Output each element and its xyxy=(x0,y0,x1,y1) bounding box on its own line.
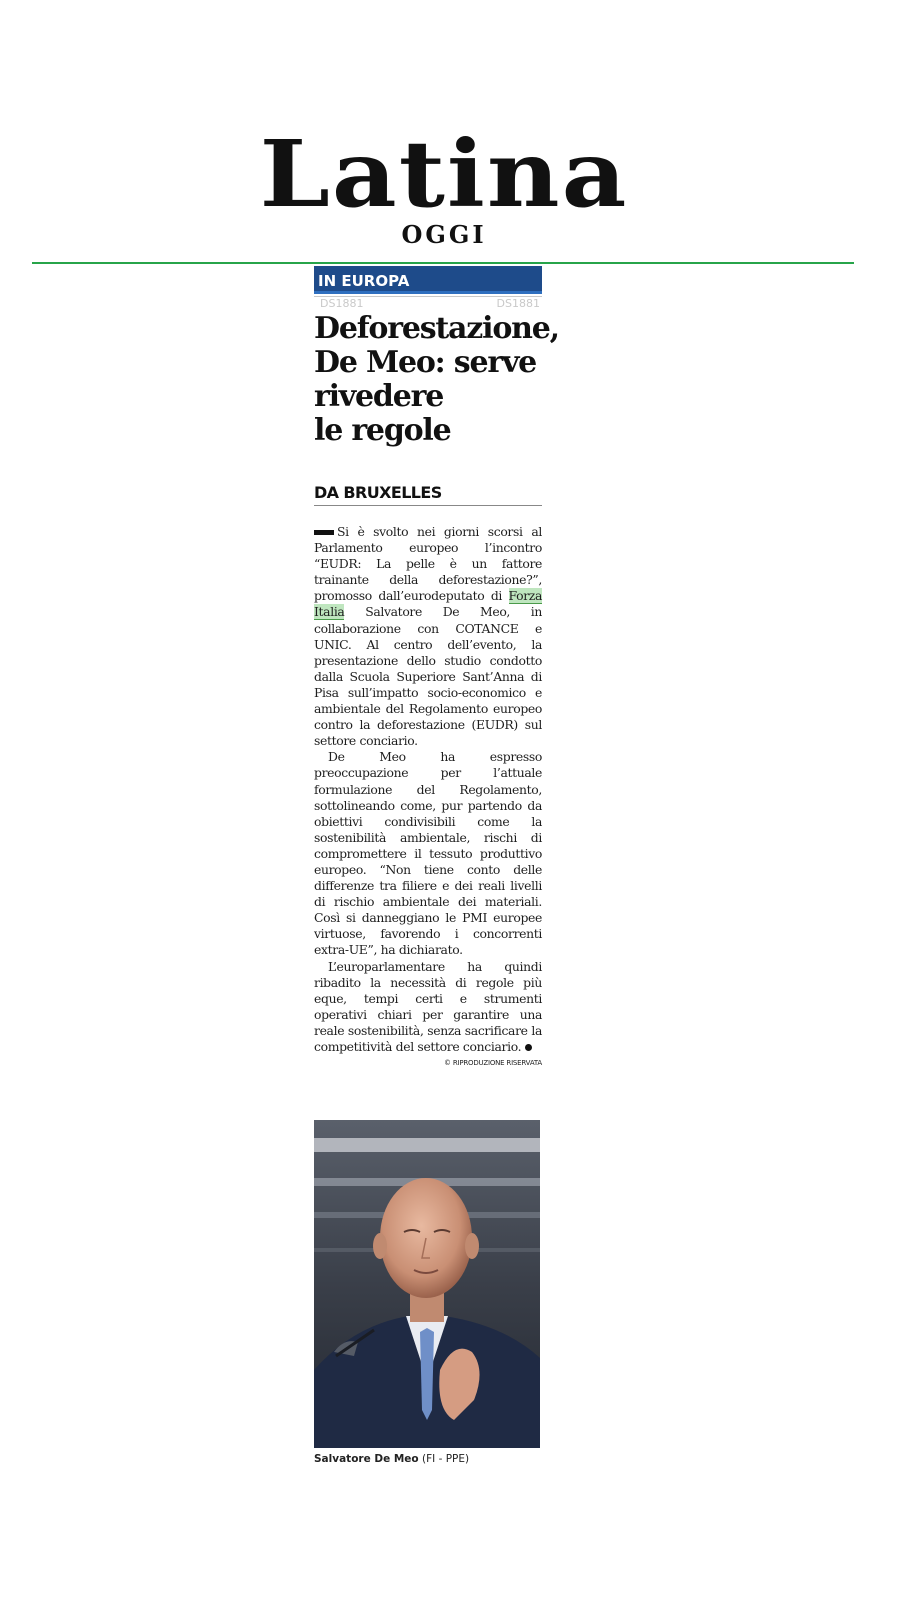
copyright-notice: © RIPRODUZIONE RISERVATA xyxy=(444,1059,542,1068)
headline-line: De Meo: serve xyxy=(314,345,537,380)
paragraph-1-text-b: Salvatore De Meo, in collaborazione con COTANCE e UNIC. Al centro dell’evento, la presentazione dello studio condotto dalla Scuola Superiore Sant’Anna di Pisa sull’impatto socio-economico e ambientale del Regolamento europeo contro la deforestazione (EUDR) sul settore conciario. xyxy=(314,604,542,749)
article-body xyxy=(314,524,542,1055)
paragraph-1 xyxy=(314,524,542,749)
code-left: DS1881 xyxy=(320,297,364,310)
highlighted-link[interactable]: Forza Italia xyxy=(314,588,542,620)
caption-name: Salvatore De Meo xyxy=(314,1453,419,1465)
portrait-photo xyxy=(314,1120,540,1448)
caption-party: (FI - PPE) xyxy=(422,1453,470,1465)
photo-caption xyxy=(314,1453,614,1465)
paragraph-1-text-a: Si è svolto nei giorni scorsi al Parlamento europeo l’incontro “EUDR: La pelle è un fattore trainante della deforestazione?”, promosso dall’eurodeputato di xyxy=(314,524,542,604)
masthead xyxy=(0,0,900,270)
end-dot-icon xyxy=(525,1044,532,1051)
paragraph-3-text: L’europarlamentare ha quindi ribadito la necessità di regole più eque, tempi certi e strumenti operativi chiari per garantire una reale sostenibilità, senza sacrificare la competitività del settore conciario. xyxy=(314,958,542,1054)
headline-line: rivedere xyxy=(314,379,444,414)
paragraph-2: De Meo ha espresso preoccupazione per l’attuale formulazione del Regolamento, sottolineando come, pur partendo da obiettivi condivisibili come la sostenibilità ambientale, rischi di compromettere il tessuto produttivo europeo. “Non tiene conto delle differenze tra filiere e dei reali livelli di rischio ambientale dei materiali. Così si danneggiano le PMI europee virtuose, favorendo i concorrenti extra-UE”, ha dichiarato. xyxy=(314,749,542,958)
portrait-illustration xyxy=(314,1120,540,1448)
dateline: DA BRUXELLES xyxy=(314,482,542,506)
article-codes xyxy=(314,296,542,310)
article xyxy=(314,266,559,1068)
newspaper-logo-subtitle: OGGI xyxy=(401,220,487,249)
section-tag: IN EUROPA xyxy=(314,266,542,294)
lead-bar-icon xyxy=(314,530,334,535)
headline xyxy=(314,311,559,448)
headline-line: le regole xyxy=(314,413,451,448)
newspaper-logo: Latina xyxy=(259,119,629,229)
paragraph-3 xyxy=(314,959,542,1056)
code-right: DS1881 xyxy=(496,297,540,310)
masthead-divider xyxy=(32,262,854,264)
headline-line: Deforestazione, xyxy=(314,311,559,346)
